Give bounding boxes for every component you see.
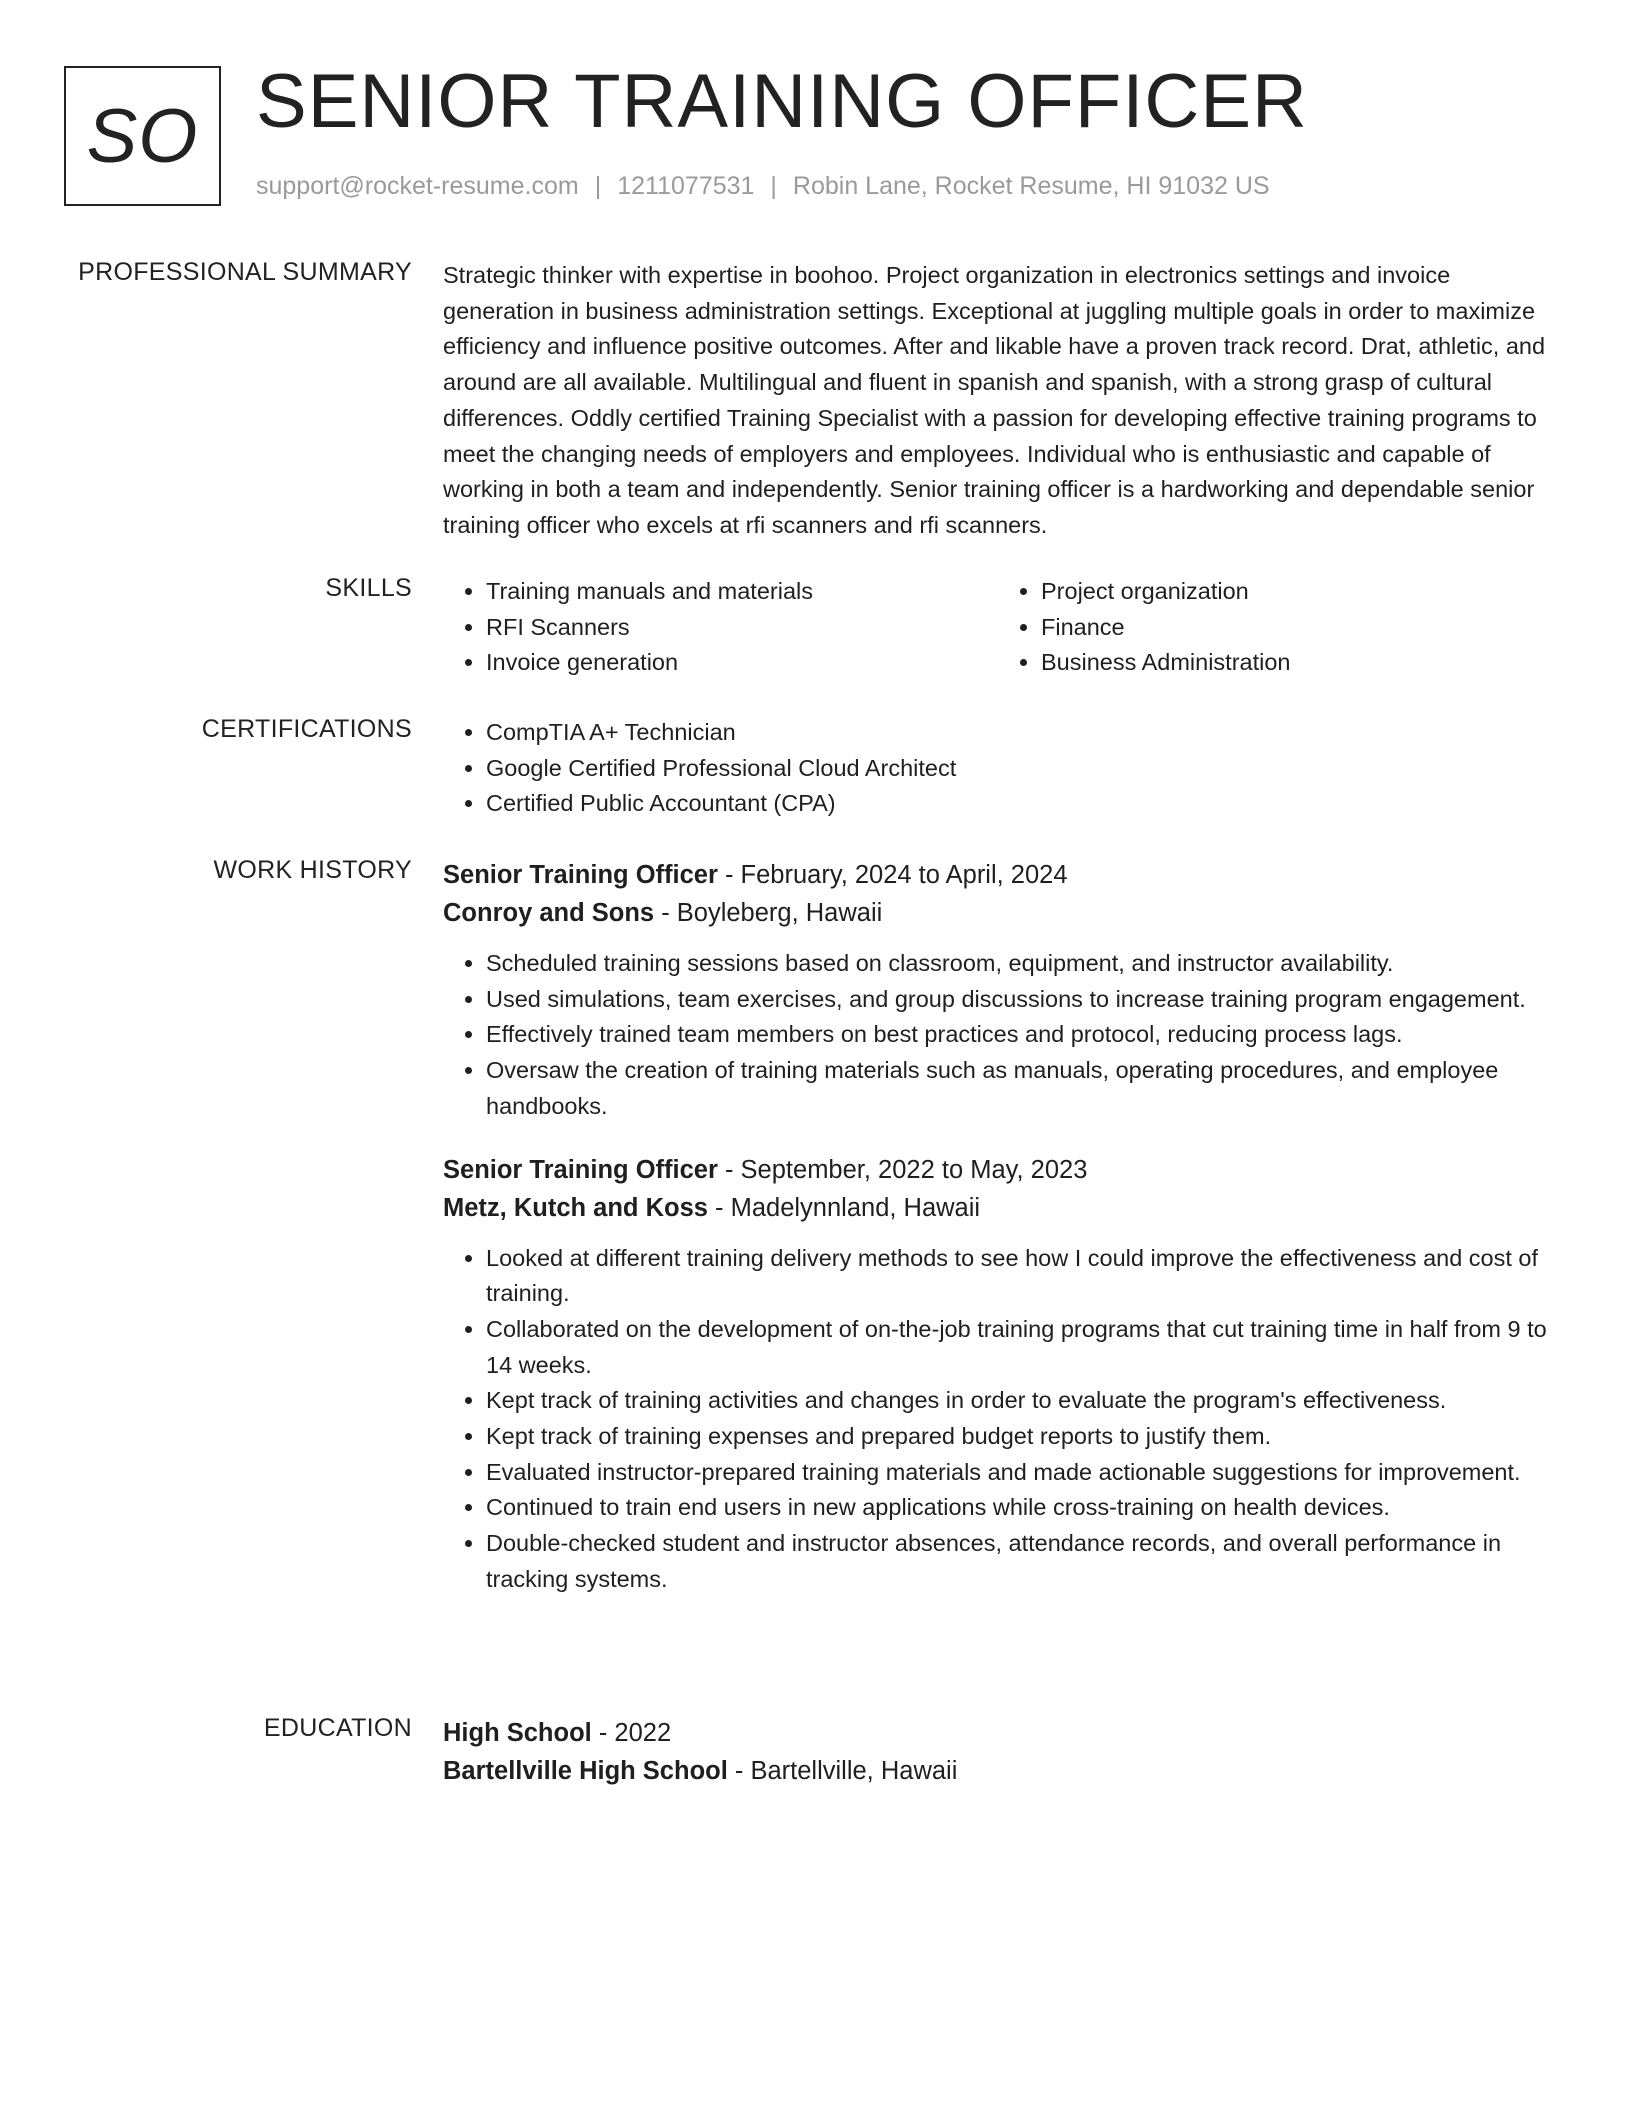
education-school-line <box>443 1752 1553 1790</box>
job-bullets <box>443 1241 1553 1598</box>
section-label-certifications: CERTIFICATIONS <box>201 715 412 743</box>
education-degree-line <box>443 1714 1553 1752</box>
page-title: SENIOR TRAINING OFFICER <box>256 59 1308 144</box>
certifications-list <box>443 715 1553 822</box>
contact-separator: | <box>594 172 602 200</box>
job-title: Senior Training Officer <box>443 861 718 889</box>
job-bullets <box>443 946 1553 1125</box>
summary-text: Strategic thinker with expertise in boohoo. Project organization in electronics settings and invoice generation in business administration settings. Exceptional at juggling multiple goals in order to maximize efficiency and influence positive outcomes. After and likable have a proven track record. Drat, athletic, and around are all available. Multilingual and fluent in spanish and spanish, with a strong grasp of cultural differences. Oddly certified Training Specialist with a passion for developing effective training programs to meet the changing needs of employers and employees. Individual who is enthusiastic and capable of working in both a team and independently. Senior training officer is a hardworking and dependable senior training officer who excels at rfi scanners and rfi scanners. <box>443 262 1546 538</box>
job-bullet: • Kept track of training expenses and prepared budget reports to justify them. <box>486 1419 1553 1455</box>
job-bullet: • Evaluated instructor-prepared training materials and made actionable suggestions for improvement. <box>486 1455 1553 1491</box>
job-company-line <box>443 894 1553 932</box>
education-location: - Bartellville, Hawaii <box>727 1757 958 1785</box>
education-year: - 2022 <box>591 1719 672 1747</box>
contact-phone: 1211077531 <box>617 172 755 200</box>
job-company: Conroy and Sons <box>443 899 655 927</box>
job-dates: - February, 2024 to April, 2024 <box>717 861 1068 889</box>
job-entry <box>443 856 1553 1125</box>
job-bullet: • Kept track of training activities and changes in order to evaluate the program's effectiveness. <box>486 1383 1553 1419</box>
certification-item: • Certified Public Accountant (CPA) <box>486 786 1553 822</box>
job-bullet: • Used simulations, team exercises, and group discussions to increase training program engagement. <box>486 982 1553 1018</box>
skill-item: • Finance <box>1041 610 1553 646</box>
job-company: Metz, Kutch and Koss <box>443 1193 708 1222</box>
skill-item: • Business Administration <box>1041 645 1553 681</box>
job-dates: - September, 2022 to May, 2023 <box>717 1155 1088 1184</box>
job-location: - Madelynnland, Hawaii <box>707 1193 981 1222</box>
section-label-education: EDUCATION <box>263 1714 412 1742</box>
section-label-skills: SKILLS <box>325 574 412 602</box>
skill-item: • Invoice generation <box>486 645 998 681</box>
skills-list-left <box>443 574 998 681</box>
job-location: - Boyleberg, Hawaii <box>654 899 883 927</box>
job-bullet: • Oversaw the creation of training materials such as manuals, operating procedures, and employee handbooks. <box>486 1053 1553 1124</box>
contact-line <box>256 172 1270 201</box>
skill-item: • Project organization <box>1041 574 1553 610</box>
job-bullet: • Double-checked student and instructor absences, attendance records, and overall performance in tracking systems. <box>486 1526 1553 1597</box>
education-school: Bartellville High School <box>443 1757 728 1785</box>
certification-item: • CompTIA A+ Technician <box>486 715 1553 751</box>
job-bullet: • Effectively trained team members on best practices and protocol, reducing process lags. <box>486 1017 1553 1053</box>
contact-separator: | <box>770 172 777 200</box>
job-title: Senior Training Officer <box>443 1155 718 1184</box>
job-entry <box>443 1151 1553 1598</box>
section-label-summary: PROFESSIONAL SUMMARY <box>78 258 412 286</box>
skill-item: • Training manuals and materials <box>486 574 998 610</box>
certification-item: • Google Certified Professional Cloud Architect <box>486 751 1553 787</box>
section-label-work-history: WORK HISTORY <box>213 856 412 884</box>
education-degree: High School <box>443 1719 592 1747</box>
contact-email: support@rocket-resume.com <box>256 172 579 200</box>
job-bullet: • Scheduled training sessions based on classroom, equipment, and instructor availability. <box>486 946 1553 982</box>
contact-address: Robin Lane, Rocket Resume, HI 91032 US <box>792 172 1270 200</box>
job-bullet: • Collaborated on the development of on-the-job training programs that cut training time in half from 9 to 14 weeks. <box>486 1312 1553 1383</box>
skill-item: • RFI Scanners <box>486 610 998 646</box>
job-title-line <box>443 1151 1553 1189</box>
job-bullet: • Continued to train end users in new applications while cross-training on health devices. <box>486 1490 1553 1526</box>
job-company-line <box>443 1189 1553 1227</box>
skills-list-right <box>998 574 1553 681</box>
monogram-logo: SO <box>64 66 221 206</box>
job-bullet: • Looked at different training delivery methods to see how I could improve the effectiveness and cost of training. <box>486 1241 1553 1312</box>
job-title-line <box>443 856 1553 894</box>
